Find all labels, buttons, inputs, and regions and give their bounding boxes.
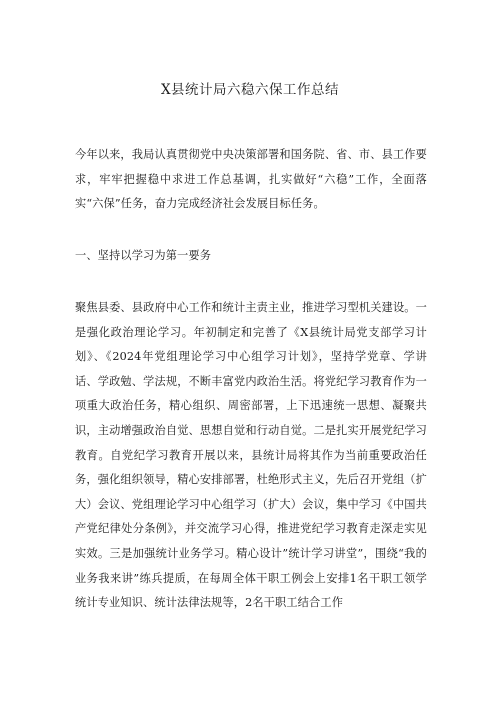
intro-paragraph: 今年以来，我局认真贯彻党中央决策部署和国务院、省、市、县工作要求，牢牢把握稳中求进工作总基调，扎实做好“六稳”工作，全面落实“六保”任务，奋力完成经济社会发展目标任务。 — [75, 148, 427, 211]
section-body-paragraph: 聚焦县委、县政府中心工作和统计主责主业，推进学习型机关建设。一是强化政治理论学习。年初制定和完善了《X县统计局党支部学习计划》、《2024年党组理论学习中心组学习计划》，坚持学党章、学讲话、学政勉、学法规，不断丰富党内政治生活。将党纪学习教育作为一项重大政治任务，精心组织、周密部署，上下迅速统一思想、凝聚共识，主动增强政治自觉、思想自觉和行动自觉。二是扎实开展党纪学习教育。自党纪学习教育开展以来，县统计局将其作为当前重要政治任务，强化组织领导，精心安排部署，杜绝形式主义，先后召开党组（扩大）会议、党组理论学习中心组学习（扩大）会议，集中学习《中国共产党纪律处分条例》，并交流学习心得，推进党纪学习教育走深走实见实效。三是加强统计业务学习。精心设计”统计学习讲堂”，围绕“我的业务我来讲”练兵提质，在每周全体干职工例会上安排1名干职工领学统计专业知识、统计法律法规等，2名干职工结合工作 — [75, 301, 427, 610]
document-title: X县统计局六稳六保工作总结 — [160, 82, 340, 98]
section-heading: 一、坚持以学习为第一要务 — [75, 249, 212, 262]
